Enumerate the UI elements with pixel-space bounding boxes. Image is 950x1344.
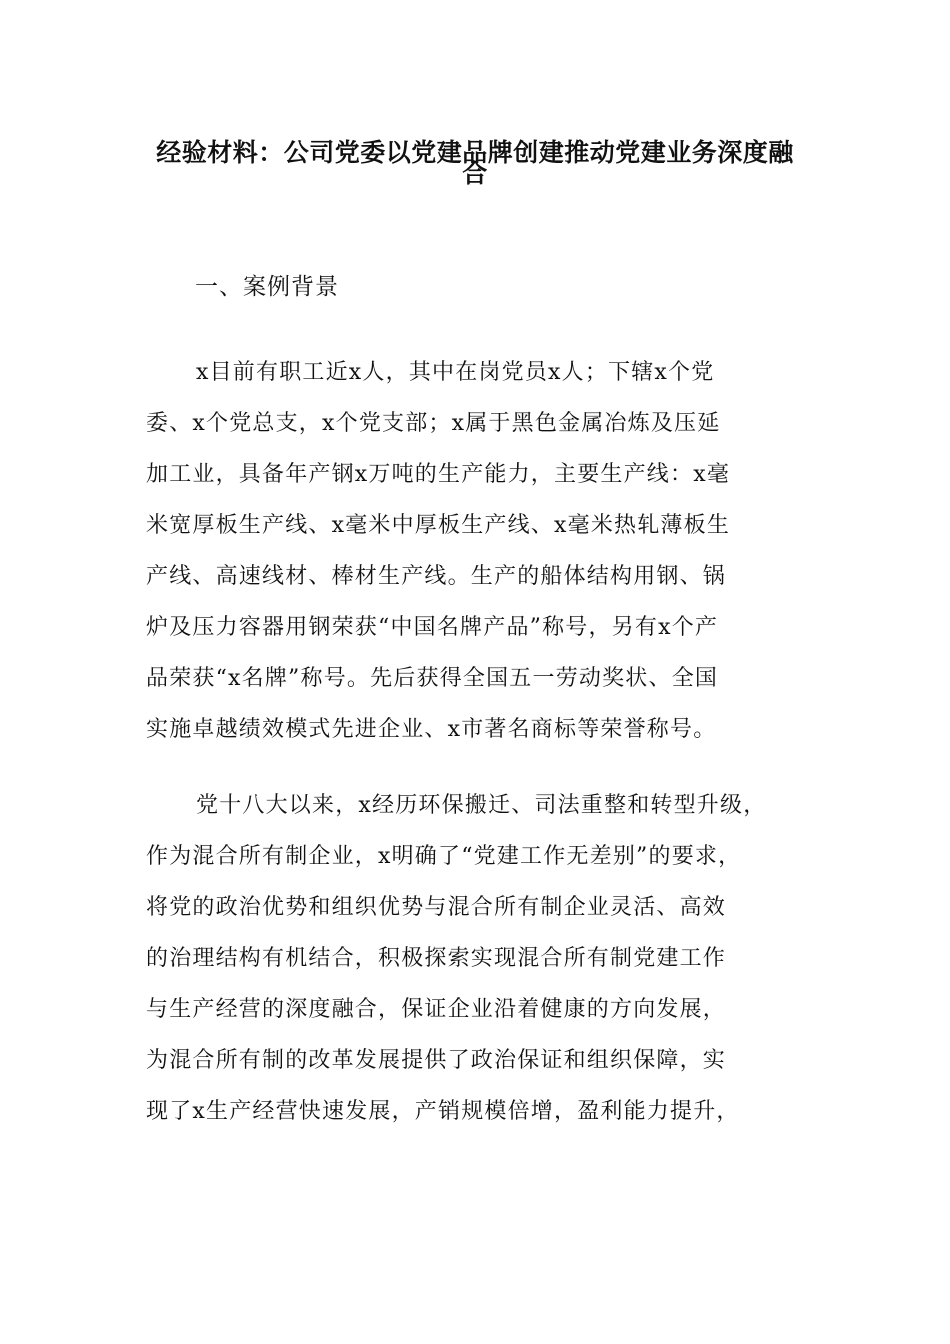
paragraph-line: 的治理结构有机结合，积极探索实现混合所有制党建工作 xyxy=(146,946,727,971)
paragraph-line: x目前有职工近x人，其中在岗党员x人；下辖x个党 xyxy=(196,360,715,385)
paragraph-line: 产线、高速线材、棒材生产线。生产的船体结构用钢、锅 xyxy=(146,564,727,589)
paragraph-line: 为混合所有制的改革发展提供了政治保证和组织保障，实 xyxy=(146,1048,727,1073)
paragraph-line: 实施卓越绩效模式先进企业、x市著名商标等荣誉称号。 xyxy=(146,717,717,742)
document-title-line-1: 经验材料：公司党委以党建品牌创建推动党建业务深度融 xyxy=(156,138,794,167)
paragraph-line: 现了x生产经营快速发展，产销规模倍增，盈利能力提升， xyxy=(146,1099,740,1124)
paragraph-line: 委、x个党总支，x个党支部；x属于黑色金属冶炼及压延 xyxy=(146,411,721,436)
section-heading: 一、案例背景 xyxy=(195,274,339,300)
paragraph-2 xyxy=(146,793,826,1150)
paragraph-line: 与生产经营的深度融合，保证企业沿着健康的方向发展， xyxy=(146,997,727,1022)
paragraph-1 xyxy=(146,360,826,768)
document-title-line-2: 合 xyxy=(462,159,488,188)
paragraph-line: 加工业，具备年产钢x万吨的生产能力，主要生产线：x毫 xyxy=(146,462,731,487)
paragraph-line: 米宽厚板生产线、x毫米中厚板生产线、x毫米热轧薄板生 xyxy=(146,513,731,538)
paragraph-line: 将党的政治优势和组织优势与混合所有制企业灵活、高效 xyxy=(146,895,727,920)
paragraph-line: 党十八大以来，x经历环保搬迁、司法重整和转型升级， xyxy=(196,793,767,818)
paragraph-line: 品荣获“x名牌”称号。先后获得全国五一劳动奖状、全国 xyxy=(146,666,719,691)
paragraph-line: 炉及压力容器用钢荣获“中国名牌产品”称号，另有x个产 xyxy=(146,615,719,640)
paragraph-line: 作为混合所有制企业，x明确了“党建工作无差别”的要求， xyxy=(146,844,742,869)
